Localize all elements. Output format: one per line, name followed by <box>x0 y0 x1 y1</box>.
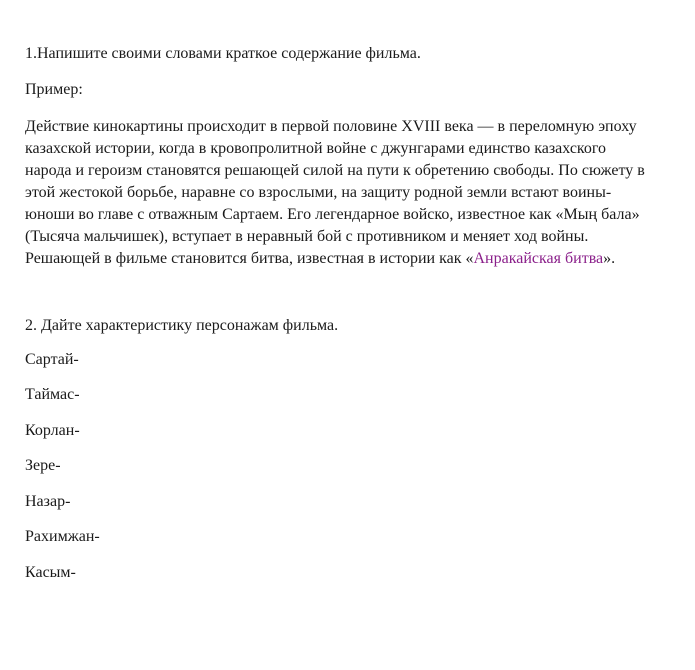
character-item-korlan: Корлан- <box>25 422 80 439</box>
character-item-kasym: Касым- <box>25 564 76 581</box>
paragraph-last-line <box>25 248 685 270</box>
battle-link[interactable]: Анракайская битва <box>473 250 604 267</box>
paragraph-line: казахской истории, когда в кровопролитной войне с джунгарами единство казахского <box>25 140 607 157</box>
last-line-prefix: Решающей в фильме становится битва, известная в истории как « <box>25 250 474 267</box>
last-line-suffix: ». <box>603 250 616 267</box>
paragraph-line: этой жестокой борьбе, наравне со взрослыми, на защиту родной земли встают воины- <box>25 184 612 201</box>
paragraph-line: Действие кинокартины происходит в первой половине XVIII века — в переломную эпоху <box>25 118 637 135</box>
paragraph-line: юноши во главе с отважным Сартаем. Его легендарное войско, известное как «Мың бала» <box>25 206 640 223</box>
character-item-taimas: Таймас- <box>25 386 80 403</box>
summary-paragraph <box>25 116 685 270</box>
character-item-zere: Зере- <box>25 457 61 474</box>
character-item-sartai: Сартай- <box>25 351 79 368</box>
task1-heading: 1.Напишите своими словами краткое содержание фильма. <box>25 45 421 62</box>
paragraph-line: (Тысяча мальчишек), вступает в неравный бой с противником и меняет ход войны. <box>25 228 589 245</box>
task2-heading: 2. Дайте характеристику персонажам фильма. <box>25 317 339 334</box>
character-item-rakhimzhan: Рахимжан- <box>25 528 100 545</box>
character-item-nazar: Назар- <box>25 493 71 510</box>
paragraph-line: народа и героизм становятся решающей силой на пути к обретению свободы. По сюжету в <box>25 162 645 179</box>
example-label: Пример: <box>25 81 83 98</box>
